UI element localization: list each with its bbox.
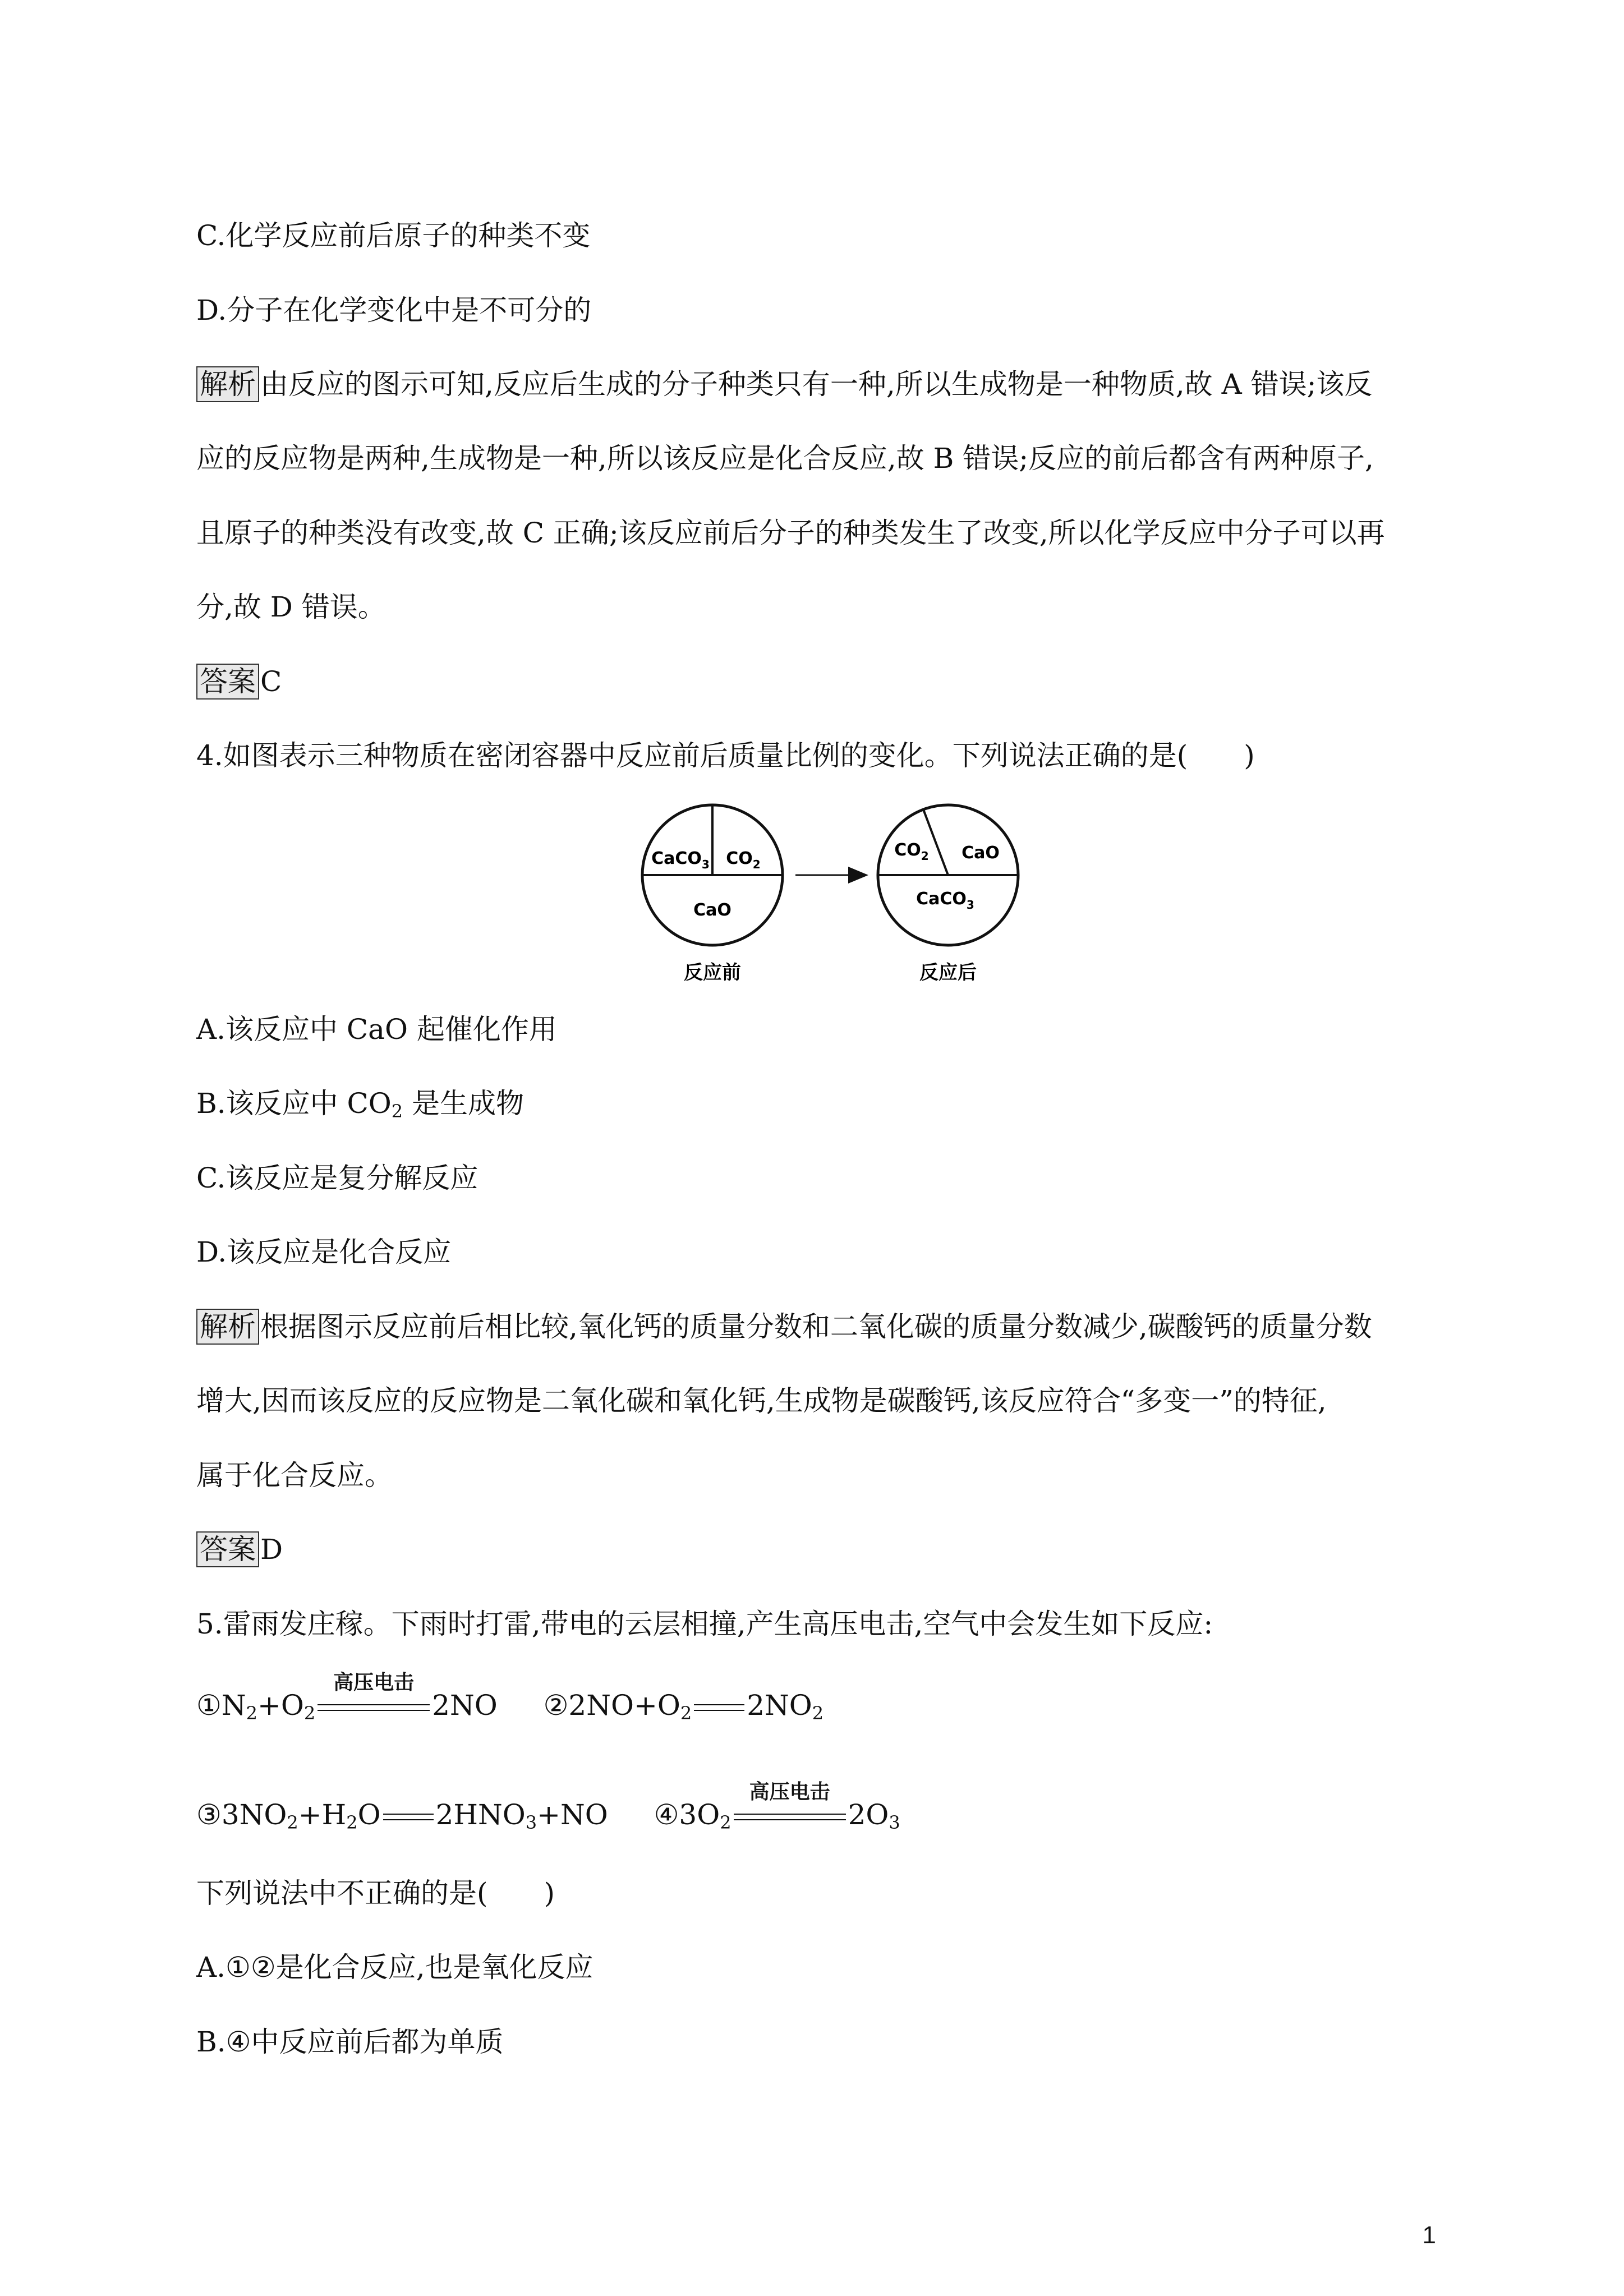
equation-1: $①N_2+O_2$ 高压电击 2NO (196, 1671, 498, 1724)
condition-label: 高压电击 (333, 1671, 415, 1694)
q3-analysis-line-2: 应的反应物是两种,生成物是一种,所以该反应是化合反应,故 B 错误;反应的前后都含有两种原子, (196, 442, 1374, 475)
q5-options-intro: 下列说法中不正确的是( ) (196, 1877, 555, 1910)
q4-analysis-line-1 (196, 1307, 1439, 1346)
equation-4: $④3O_2$ 高压电击 $2O_3$ (654, 1780, 900, 1833)
q5-stem: 5.雷雨发庄稼。下雨时打雷,带电的云层相撞,产生高压电击,空气中会发生如下反应: (196, 1608, 1213, 1640)
answer-tag: 答案 (196, 664, 259, 700)
q3-analysis-line-1 (196, 365, 1439, 404)
q4-option-b (196, 1084, 1439, 1131)
condition-arrow (318, 1671, 430, 1713)
after-co2-label: $CO_2$ (894, 840, 929, 863)
subscript: 2 (391, 1101, 403, 1122)
q5-option-b: B.④中反应前后都为单质 (196, 2026, 504, 2058)
q3-answer-value: C (260, 665, 282, 698)
q3-option-c: C.化学反应前后原子的种类不变 (196, 219, 591, 252)
q4-answer-value: D (260, 1533, 283, 1566)
q3-option-d: D.分子在化学变化中是不可分的 (196, 294, 592, 326)
equation-3: $③3NO_2+H_2O$ $2HNO_3+NO$ (196, 1798, 608, 1833)
after-pie (878, 805, 1018, 945)
answer-tag: 答案 (196, 1531, 259, 1567)
q4-figure (617, 797, 1043, 999)
q4-analysis-line-3: 属于化合反应。 (196, 1459, 393, 1492)
before-co2-label: $CO_2$ (726, 849, 761, 871)
after-cao-label: CaO (961, 843, 1000, 863)
q5-equations-1 (196, 1671, 1439, 1733)
q4-analysis-line-2: 增大,因而该反应的反应物是二氧化碳和氧化钙,生成物是碳酸钙,该反应符合“多变一”的特征, (196, 1384, 1327, 1417)
analysis-tag: 解析 (196, 1309, 259, 1345)
condition-label: 高压电击 (749, 1780, 830, 1803)
pie-diagram (617, 797, 1043, 999)
q4-option-b-text-end: 是生成物 (403, 1087, 525, 1120)
q3-analysis-line-3: 且原子的种类没有改变,故 C 正确;该反应前后分子的种类发生了改变,所以化学反应中分子可以再 (196, 517, 1385, 549)
q3-answer (196, 662, 1439, 701)
q5-option-a: A.①②是化合反应,也是氧化反应 (196, 1951, 594, 1984)
before-pie (642, 805, 783, 945)
analysis-tag: 解析 (196, 366, 259, 402)
q3-analysis-text: 由反应的图示可知,反应后生成的分子种类只有一种,所以生成物是一种物质,故 A 错误;该反 (260, 368, 1373, 401)
q4-analysis-text: 根据图示反应前后相比较,氧化钙的质量分数和二氧化碳的质量分数减少,碳酸钙的质量分数 (260, 1310, 1372, 1343)
q4-option-b-text: B.该反应中 CO (196, 1087, 392, 1120)
condition-arrow (734, 1780, 846, 1823)
before-caco3-label: CaCO$_3$ (651, 849, 710, 871)
q5-equations-2 (196, 1780, 1439, 1842)
q4-option-d: D.该反应是化合反应 (196, 1236, 452, 1268)
before-caption: 反应前 (684, 961, 741, 984)
q4-option-a: A.该反应中 CaO 起催化作用 (196, 1013, 557, 1046)
after-caco3-label: CaCO$_3$ (916, 889, 974, 912)
before-cao-label: CaO (693, 900, 732, 920)
q4-answer (196, 1530, 1439, 1569)
after-caption: 反应后 (919, 961, 977, 984)
q3-analysis-line-4: 分,故 D 错误。 (196, 591, 386, 623)
q4-stem: 4.如图表示三种物质在密闭容器中反应前后质量比例的变化。下列说法正确的是( ) (196, 739, 1255, 772)
q4-option-c: C.该反应是复分解反应 (196, 1162, 479, 1194)
page-number: 1 (1422, 2221, 1436, 2249)
equation-2: $②2NO+O_2$ $2NO_2$ (543, 1689, 824, 1724)
